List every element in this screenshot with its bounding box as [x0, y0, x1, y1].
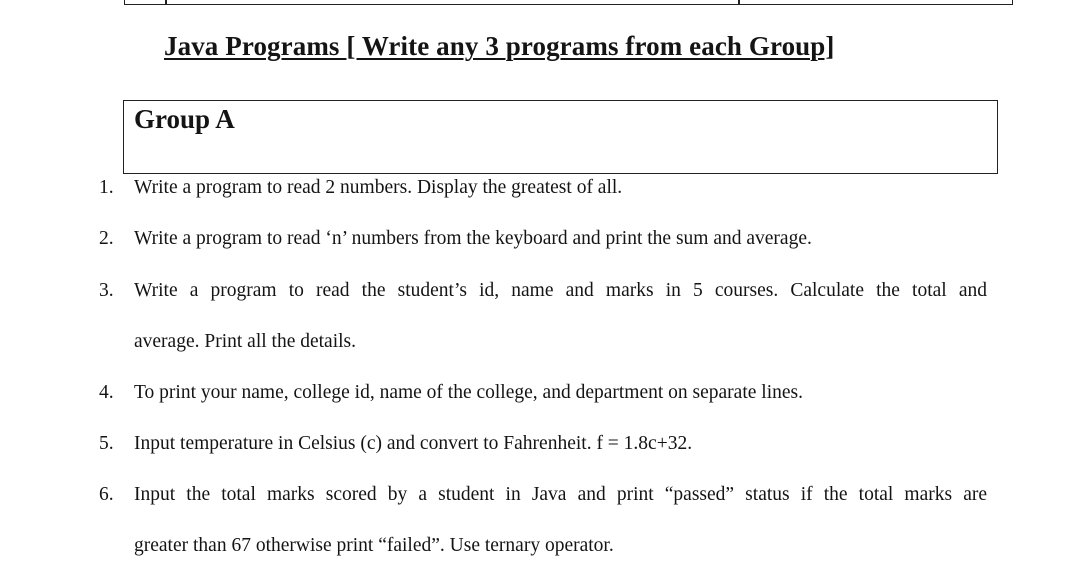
item-number: 3.: [99, 280, 114, 301]
item-continuation: average. Print all the details.: [134, 331, 357, 352]
item-text: Write a program to read 2 numbers. Display the greatest of all.: [134, 177, 623, 198]
item-number: 6.: [99, 484, 114, 505]
item-number: 4.: [99, 382, 114, 403]
item-text: Write a program to read the student’s id, name and marks in 5 courses. Calculate the total and: [134, 280, 987, 301]
item-text: Write a program to read ‘n’ numbers from the keyboard and print the sum and average.: [134, 228, 812, 249]
group-label: Group A: [134, 104, 235, 134]
item-text: Input temperature in Celsius (c) and convert to Fahrenheit. f = 1.8c+32.: [134, 433, 693, 454]
item-number: 1.: [99, 177, 114, 198]
group-box: [123, 100, 998, 174]
item-continuation: greater than 67 otherwise print “failed”. Use ternary operator.: [134, 535, 614, 556]
item-text: To print your name, college id, name of the college, and department on separate lines.: [134, 382, 803, 403]
item-number: 2.: [99, 228, 114, 249]
item-number: 5.: [99, 433, 114, 454]
item-text: Input the total marks scored by a student in Java and print “passed” status if the total marks are: [134, 484, 987, 505]
top-table-border: [124, 0, 1013, 5]
table-divider: [738, 0, 740, 4]
page-title: Java Programs [ Write any 3 programs from each Group]: [164, 31, 835, 61]
table-divider: [165, 0, 167, 4]
